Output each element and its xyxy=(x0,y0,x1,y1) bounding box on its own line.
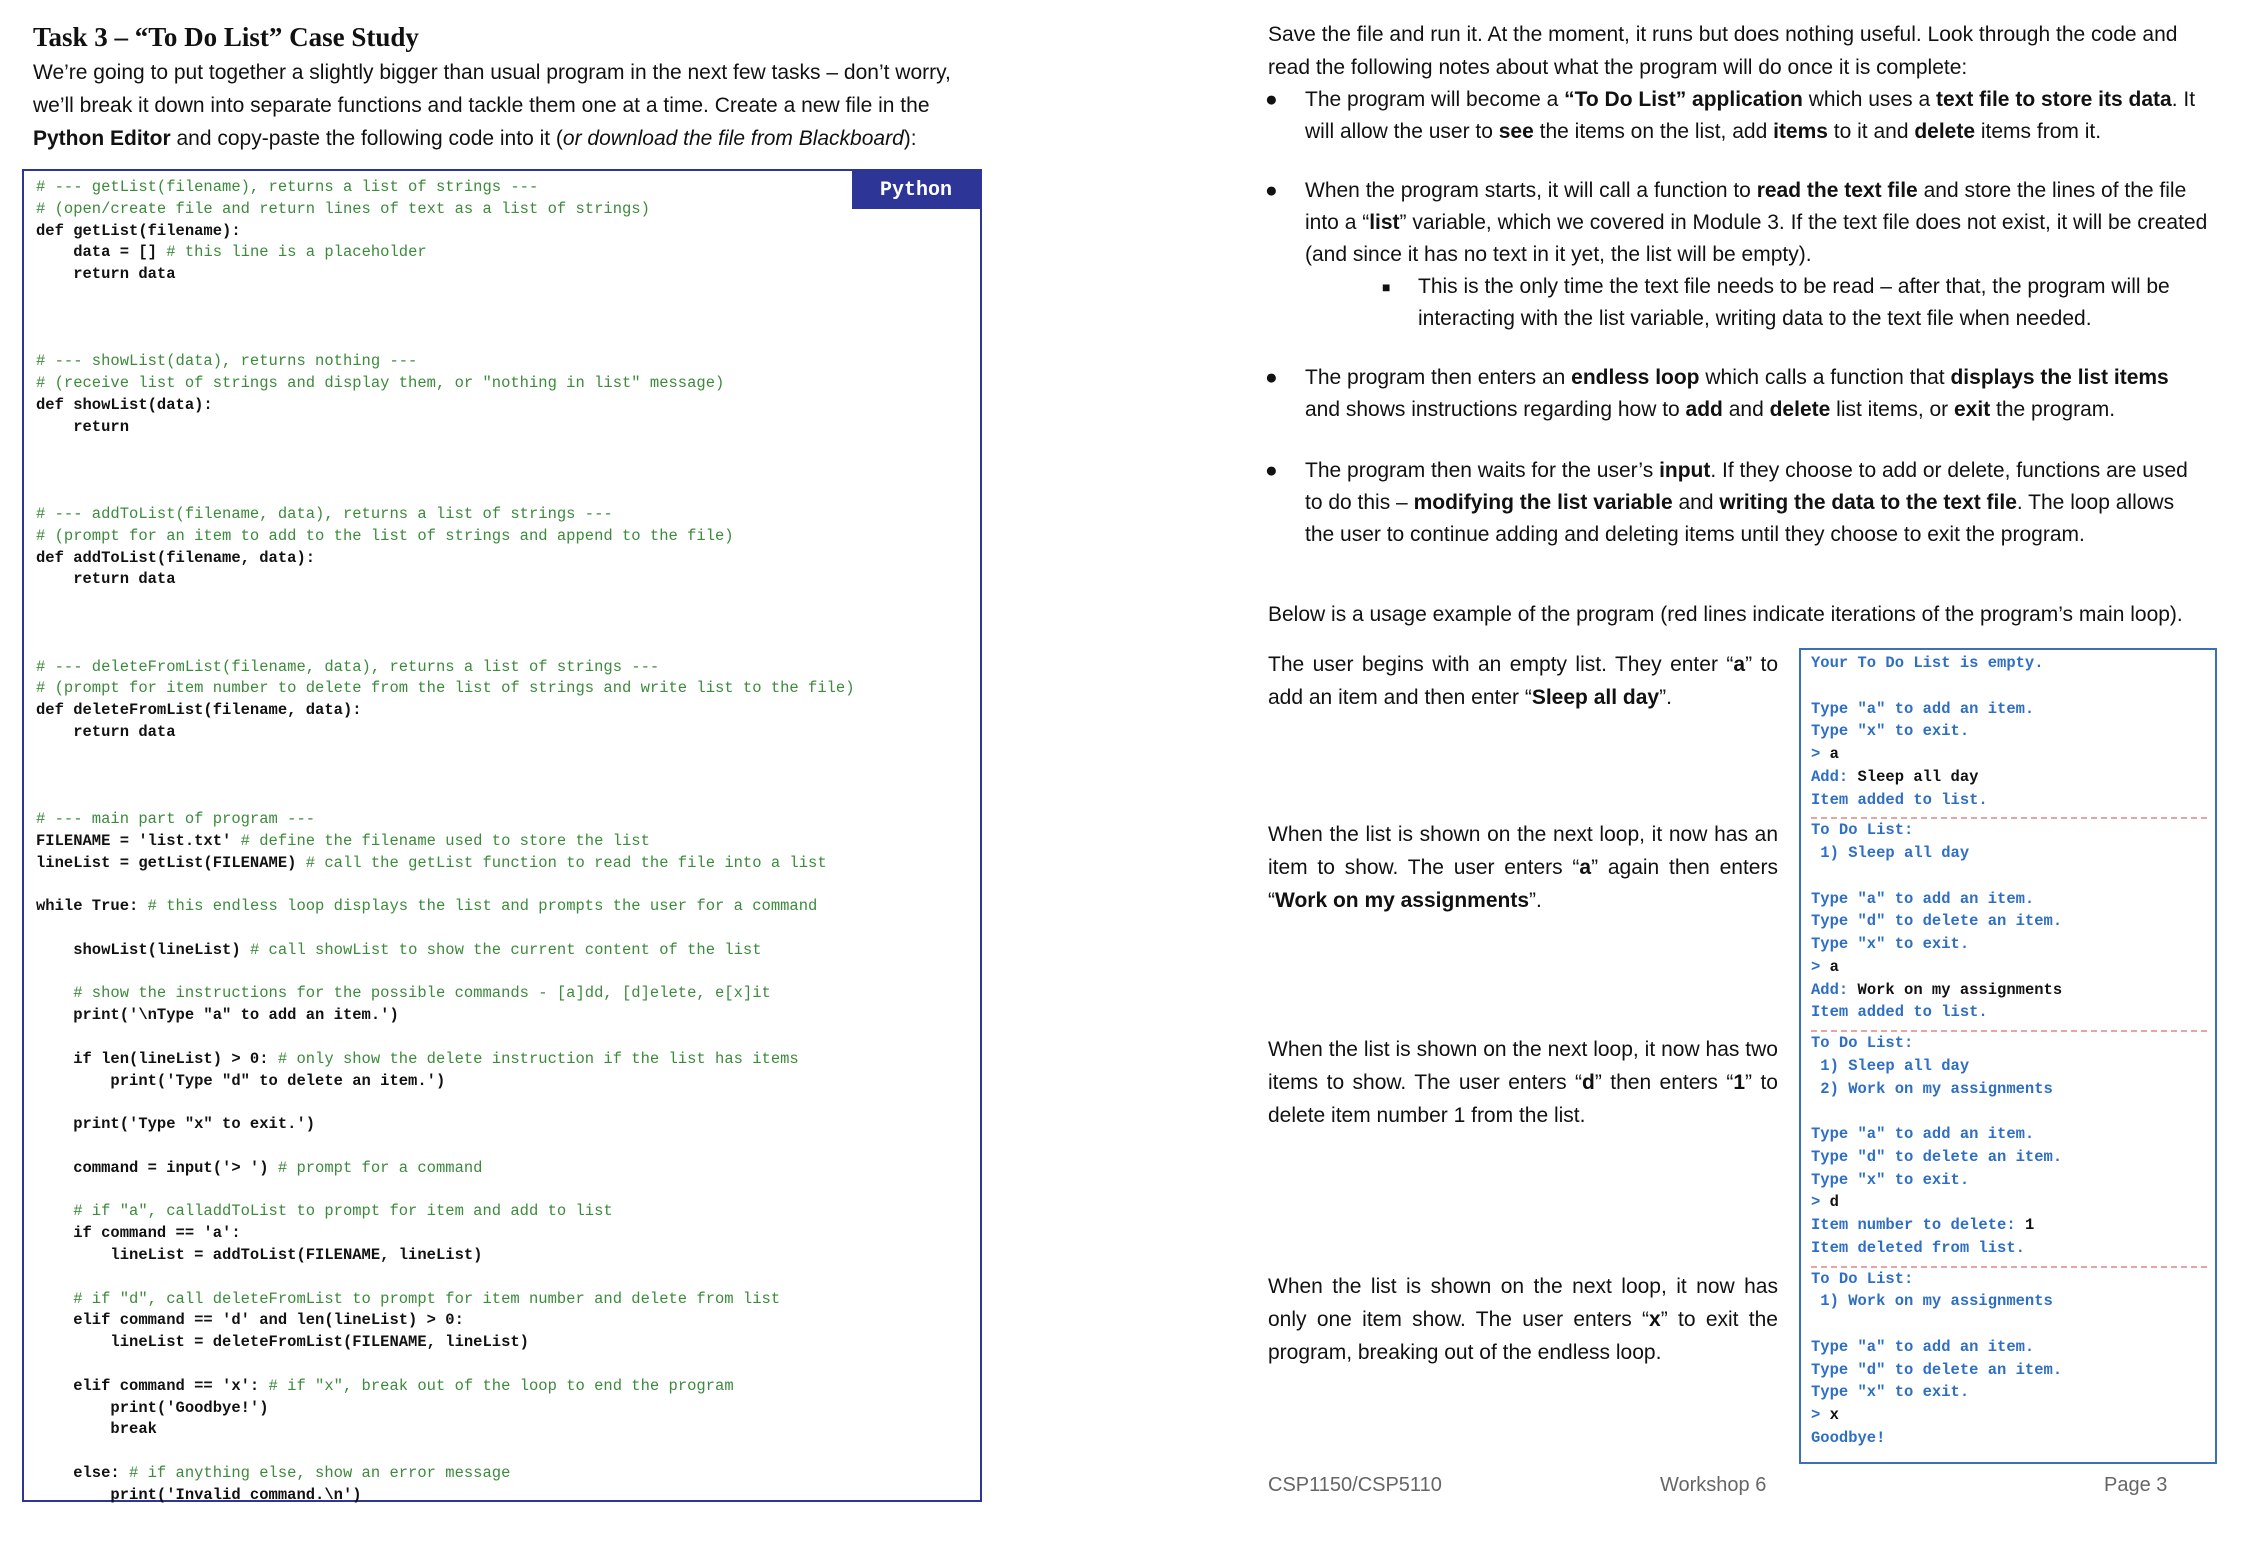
text-run: . It will allow the user to xyxy=(1305,88,2196,143)
code-line xyxy=(36,657,855,679)
console-line xyxy=(1811,1216,2034,1234)
code-line xyxy=(36,1201,855,1223)
console-line xyxy=(1811,1406,1839,1424)
code-line xyxy=(36,1027,855,1049)
text-run: ” then enters “ xyxy=(1594,1071,1734,1094)
bold-term: delete xyxy=(1914,120,1976,143)
console-line xyxy=(1811,700,2034,718)
intro-paragraph xyxy=(33,56,993,155)
text-run: to it and xyxy=(1827,120,1915,143)
code-line xyxy=(36,264,855,286)
console-user-input: x xyxy=(1829,1406,1839,1424)
code-line xyxy=(36,504,855,526)
code-line xyxy=(36,678,855,700)
bold-term: items xyxy=(1773,120,1828,143)
text-run: The program then enters an xyxy=(1305,366,1572,389)
console-line xyxy=(1811,1361,2062,1379)
code-line xyxy=(36,1114,855,1136)
code-comment: # (prompt for an item to add to the list of strings and append to the file) xyxy=(36,526,734,545)
code-comment: # (receive list of strings and display them, or "nothing in list" message) xyxy=(36,374,725,393)
code-line xyxy=(36,831,855,853)
console-line xyxy=(1811,1429,1885,1447)
usage-intro: Below is a usage example of the program (red lines indicate iterations of the program’s main loop). xyxy=(1268,603,2183,626)
intro-bold: Python Editor xyxy=(33,127,171,150)
bullet-3 xyxy=(1265,362,2208,426)
text-run: The user begins with an empty list. They enter “ xyxy=(1268,653,1734,676)
code-text: lineList = addToList(FILENAME, lineList) xyxy=(36,1246,483,1265)
bold-term: d xyxy=(1582,1071,1595,1094)
text-run: ” to add an item and then enter “ xyxy=(1268,653,1779,709)
text-run: ” variable, which we covered in Module 3. If the text file does not exist, it will be created (and since it has no text in it yet, the list will be empty). xyxy=(1305,211,2208,266)
intro-text-1: We’re going to put together a slightly bigger than usual program in the next few tasks – don’t worry, we’ll break it down into separate functions and tackle them one at a time. Create a new file in the xyxy=(33,61,951,117)
code-text: print('Goodbye!') xyxy=(36,1398,269,1417)
iteration-separator xyxy=(1811,1030,2207,1032)
console-prompt: Type "d" to delete an item. xyxy=(1811,1360,2063,1379)
console-prompt: Item added to list. xyxy=(1811,1003,1988,1022)
code-line xyxy=(36,722,855,744)
code-line xyxy=(36,1441,855,1463)
code-line xyxy=(36,569,855,591)
code-line xyxy=(36,1223,855,1245)
bold-term: x xyxy=(1649,1308,1661,1331)
code-line xyxy=(36,700,855,722)
code-text: print('Type "d" to delete an item.') xyxy=(36,1071,446,1090)
console-line xyxy=(1811,1171,1969,1189)
save-paragraph: Save the file and run it. At the moment, it runs but does nothing useful. Look through the code and read the following notes about what the program will do once it is complete: xyxy=(1268,23,2178,79)
console-line xyxy=(1811,981,2062,999)
console-user-input: a xyxy=(1829,957,1839,976)
code-line xyxy=(36,1485,855,1507)
text-run: the program. xyxy=(1990,398,2116,421)
console-line xyxy=(1811,912,2062,930)
console-line xyxy=(1811,745,1839,763)
code-comment: # --- getList(filename), returns a list of strings --- xyxy=(36,178,539,196)
text-run: and xyxy=(1672,491,1720,514)
text-run: ”. xyxy=(1529,889,1542,912)
console-user-input: Work on my assignments xyxy=(1857,980,2063,999)
code-line xyxy=(36,809,855,831)
bold-term: Sleep all day xyxy=(1531,686,1660,709)
square-bullet-icon: ■ xyxy=(1382,279,1391,295)
code-text: FILENAME = 'list.txt' xyxy=(36,831,241,850)
code-text: data = [] xyxy=(36,243,167,262)
code-text: elif command == 'd' and len(lineList) > 0: xyxy=(36,1311,464,1330)
console-user-input: a xyxy=(1829,745,1839,763)
console-prompt: > xyxy=(1811,745,1830,763)
code-line xyxy=(36,1158,855,1180)
bullet-dot-icon: ● xyxy=(1265,179,1278,202)
bold-term: “To Do List” application xyxy=(1564,88,1803,111)
console-line xyxy=(1811,1338,2034,1356)
console-prompt: To Do List: xyxy=(1811,1034,1914,1052)
console-line xyxy=(1811,1270,1913,1288)
console-line xyxy=(1811,1239,2025,1257)
code-line xyxy=(36,548,855,570)
console-prompt: Type "a" to add an item. xyxy=(1811,699,2035,718)
code-comment: # --- deleteFromList(filename, data), returns a list of strings --- xyxy=(36,657,660,676)
console-prompt: Item deleted from list. xyxy=(1811,1238,2025,1257)
console-user-input: 1 xyxy=(2024,1216,2035,1234)
intro-italic: or download the file from Blackboard xyxy=(562,127,904,150)
console-user-input: d xyxy=(1829,1193,1839,1212)
bullet-dot-icon: ● xyxy=(1265,459,1278,482)
console-prompt: 1) Work on my assignments xyxy=(1811,1292,2053,1311)
code-comment: # prompt for a command xyxy=(277,1158,483,1177)
code-text: break xyxy=(36,1420,157,1439)
console-line xyxy=(1811,654,2044,672)
console-prompt: Add: xyxy=(1811,980,1858,999)
console-prompt: Goodbye! xyxy=(1811,1428,1886,1447)
code-text: elif command == 'x': xyxy=(36,1376,269,1395)
console-prompt: Type "a" to add an item. xyxy=(1811,1125,2035,1143)
code-line xyxy=(36,635,855,657)
sub-bullet xyxy=(1382,271,2208,335)
bold-term: list xyxy=(1369,211,1400,234)
code-text: while True: xyxy=(36,897,148,916)
bold-term: text file to store its data xyxy=(1935,88,2172,111)
bold-term: delete xyxy=(1769,398,1831,421)
console-line xyxy=(1811,722,1969,740)
console-line xyxy=(1811,935,1969,953)
bold-term: writing the data to the text file xyxy=(1719,491,2017,514)
console-prompt: Type "x" to exit. xyxy=(1811,1170,1970,1189)
text-run: When the list is shown on the next loop, it now has only one item show. The user enters “ xyxy=(1268,1275,1778,1331)
text-run: . The loop allows the user to continue adding and deleting items until they choose to exit the program. xyxy=(1305,491,2175,546)
code-line xyxy=(36,177,855,199)
code-line xyxy=(36,1005,855,1027)
code-text: else: xyxy=(36,1464,130,1483)
sub-bullet-text: This is the only time the text file needs to be read – after that, the program will be interacting with the list variable, writing data to the text file when needed. xyxy=(1418,275,2170,330)
text-run: When the program starts, it will call a function to xyxy=(1305,179,1757,202)
text-run: and store the lines of the file into a “ xyxy=(1305,179,2187,234)
bullet-2 xyxy=(1265,175,2208,271)
bullet-4 xyxy=(1265,455,2208,551)
code-line xyxy=(36,1310,855,1332)
code-text: if len(lineList) > 0: xyxy=(36,1049,278,1068)
code-text: return data xyxy=(36,570,176,589)
console-line xyxy=(1811,890,2034,908)
console-prompt: Your To Do List is empty. xyxy=(1811,654,2044,672)
code-line xyxy=(36,242,855,264)
text-run: and shows instructions regarding how to xyxy=(1305,398,1686,421)
intro-text-2: and copy-paste the following code into it ( xyxy=(170,127,563,150)
code-line xyxy=(36,875,855,897)
console-prompt: To Do List: xyxy=(1811,1269,1914,1288)
iteration-separator xyxy=(1811,817,2207,819)
console-user-input: Sleep all day xyxy=(1857,767,1979,786)
console-line xyxy=(1811,1383,1969,1401)
footer-course: CSP1150/CSP5110 xyxy=(1268,1474,1442,1496)
code-line xyxy=(36,613,855,635)
console-line xyxy=(1811,1080,2053,1098)
code-text: showList(lineList) xyxy=(36,940,250,959)
console-line xyxy=(1811,1003,1988,1021)
console-prompt: Item added to list. xyxy=(1811,790,1988,809)
intro-text-3: ): xyxy=(903,127,917,150)
code-line xyxy=(36,918,855,940)
console-line xyxy=(1811,791,1988,809)
code-comment: # only show the delete instruction if the list has items xyxy=(277,1049,799,1068)
code-line xyxy=(36,1376,855,1398)
code-line xyxy=(36,787,855,809)
console-prompt: 2) Work on my assignments xyxy=(1811,1079,2053,1098)
code-listing xyxy=(22,169,982,1502)
code-comment: # --- main part of program --- xyxy=(36,810,316,829)
text-run: . If they choose to add or delete, functions are used to do this – xyxy=(1305,459,2188,514)
code-line xyxy=(36,439,855,461)
console-prompt: > xyxy=(1811,1406,1830,1424)
code-line xyxy=(36,199,855,221)
code-comment: # (prompt for item number to delete from the list of strings and write list to the file) xyxy=(36,679,855,698)
code-line xyxy=(36,1354,855,1376)
text-run: items from it. xyxy=(1975,120,2102,143)
bold-term: modifying the list variable xyxy=(1413,491,1673,514)
console-line xyxy=(1811,958,1839,976)
step-1-description xyxy=(1268,648,1778,714)
code-text: def showList(data): xyxy=(36,395,213,414)
code-text: lineList = getList(FILENAME) xyxy=(36,853,306,872)
text-run: which calls a function that xyxy=(1699,366,1951,389)
code-line xyxy=(36,1398,855,1420)
code-lines xyxy=(36,177,855,1507)
console-line xyxy=(1811,1193,1839,1211)
step-2-description xyxy=(1268,818,1778,917)
console-prompt: 1) Sleep all day xyxy=(1811,844,1970,862)
code-text: return xyxy=(36,417,130,436)
iteration-separator xyxy=(1811,1266,2207,1268)
code-comment: # (open/create file and return lines of text as a list of strings) xyxy=(36,199,650,218)
code-text: print('Type "x" to exit.') xyxy=(36,1115,316,1134)
text-run: and xyxy=(1722,398,1770,421)
code-line xyxy=(36,1419,855,1441)
code-text: return data xyxy=(36,265,176,284)
code-text: if command == 'a': xyxy=(36,1224,241,1243)
console-prompt: Item number to delete: xyxy=(1811,1216,2025,1234)
code-line xyxy=(36,896,855,918)
console-output xyxy=(1799,648,2217,1464)
console-prompt: To Do List: xyxy=(1811,821,1914,840)
code-line xyxy=(36,330,855,352)
code-text: return data xyxy=(36,722,176,741)
bold-term: 1 xyxy=(1733,1071,1746,1094)
text-run: the items on the list, add xyxy=(1533,120,1774,143)
footer-workshop: Workshop 6 xyxy=(1660,1474,1767,1496)
footer-page: Page 3 xyxy=(2104,1474,2168,1496)
console-prompt: Type "a" to add an item. xyxy=(1811,1337,2035,1356)
text-run: The program will become a xyxy=(1305,88,1565,111)
code-line xyxy=(36,1092,855,1114)
code-line xyxy=(36,983,855,1005)
console-line xyxy=(1811,1292,2053,1310)
code-line xyxy=(36,591,855,613)
code-text: def getList(filename): xyxy=(36,221,241,240)
text-run: The program then waits for the user’s xyxy=(1305,459,1660,482)
code-line xyxy=(36,221,855,243)
code-line xyxy=(36,308,855,330)
code-comment: # this endless loop displays the list and prompts the user for a command xyxy=(147,897,818,916)
code-line xyxy=(36,1289,855,1311)
code-text: print('Invalid command.\n') xyxy=(36,1485,362,1504)
code-line xyxy=(36,395,855,417)
text-run: which uses a xyxy=(1802,88,1936,111)
bold-term: see xyxy=(1498,120,1534,143)
code-comment: # --- addToList(filename, data), returns a list of strings --- xyxy=(36,504,613,523)
code-line xyxy=(36,1136,855,1158)
code-line xyxy=(36,1049,855,1071)
console-prompt: Type "d" to delete an item. xyxy=(1811,1147,2063,1166)
console-prompt: Type "x" to exit. xyxy=(1811,1383,1970,1402)
console-prompt: 1) Sleep all day xyxy=(1811,1056,1970,1075)
code-line xyxy=(36,1071,855,1093)
console-prompt: > xyxy=(1811,957,1830,976)
console-prompt: Type "x" to exit. xyxy=(1811,722,1970,741)
console-prompt: Add: xyxy=(1811,767,1858,786)
code-text: def deleteFromList(filename, data): xyxy=(36,701,362,720)
code-line xyxy=(36,1332,855,1354)
text-run: list items, or xyxy=(1830,398,1954,421)
code-line xyxy=(36,766,855,788)
code-text: lineList = deleteFromList(FILENAME, lineList) xyxy=(36,1333,529,1352)
bullet-1 xyxy=(1265,84,2208,148)
code-comment: # if "a", calladdToList to prompt for item and add to list xyxy=(36,1202,613,1221)
bold-term: add xyxy=(1685,398,1723,421)
code-line xyxy=(36,460,855,482)
text-run: ” to exit the program, breaking out of the endless loop. xyxy=(1268,1308,1778,1364)
text-run: When the list is shown on the next loop, it now has an item to show. The user enters “ xyxy=(1268,823,1778,879)
console-line xyxy=(1811,1148,2062,1166)
console-line xyxy=(1811,768,1978,786)
code-comment: # if anything else, show an error message xyxy=(129,1464,511,1483)
code-line xyxy=(36,1180,855,1202)
bold-term: a xyxy=(1733,653,1746,676)
code-comment: # --- showList(data), returns nothing --- xyxy=(36,352,418,371)
console-prompt: > xyxy=(1811,1193,1830,1212)
console-prompt: Type "x" to exit. xyxy=(1811,935,1970,953)
code-comment: # this line is a placeholder xyxy=(166,243,427,262)
code-comment: # show the instructions for the possible commands - [a]dd, [d]elete, e[x]it xyxy=(36,984,771,1003)
step-3-description xyxy=(1268,1033,1778,1132)
console-line xyxy=(1811,844,1969,862)
code-line xyxy=(36,373,855,395)
code-line xyxy=(36,962,855,984)
code-text: command = input('> ') xyxy=(36,1158,278,1177)
step-4-description xyxy=(1268,1270,1778,1369)
bold-term: a xyxy=(1579,856,1592,879)
bold-term: displays the list items xyxy=(1950,366,2169,389)
bold-term: Work on my assignments xyxy=(1275,889,1530,912)
code-comment: # call showList to show the current content of the list xyxy=(249,940,762,959)
code-line xyxy=(36,1245,855,1267)
bold-term: exit xyxy=(1954,398,1991,421)
console-prompt: Type "a" to add an item. xyxy=(1811,889,2035,908)
console-line xyxy=(1811,821,1913,839)
code-line xyxy=(36,286,855,308)
code-line xyxy=(36,482,855,504)
code-text: def addToList(filename, data): xyxy=(36,548,316,567)
code-comment: # if "d", call deleteFromList to prompt for item number and delete from list xyxy=(36,1289,781,1308)
code-line xyxy=(36,853,855,875)
code-line xyxy=(36,526,855,548)
code-comment: # define the filename used to store the list xyxy=(240,831,650,850)
text-run: ” again then enters “ xyxy=(1268,856,1778,912)
console-line xyxy=(1811,1125,2034,1143)
text-run: ”. xyxy=(1659,686,1672,709)
bold-term: read the text file xyxy=(1756,179,1918,202)
text-run: ” to delete item number 1 from the list. xyxy=(1268,1071,1778,1127)
console-line xyxy=(1811,1057,1969,1075)
code-comment: # if "x", break out of the loop to end the program xyxy=(268,1376,734,1395)
bullet-dot-icon: ● xyxy=(1265,88,1278,111)
code-line xyxy=(36,1463,855,1485)
text-run: When the list is shown on the next loop, it now has two items to show. The user enters “ xyxy=(1268,1038,1778,1094)
code-line xyxy=(36,744,855,766)
bullet-dot-icon: ● xyxy=(1265,366,1278,389)
console-prompt: Type "d" to delete an item. xyxy=(1811,912,2063,931)
code-line xyxy=(36,940,855,962)
page-title: Task 3 – “To Do List” Case Study xyxy=(33,22,419,52)
bold-term: input xyxy=(1659,459,1711,482)
language-badge: Python xyxy=(852,171,980,209)
bold-term: endless loop xyxy=(1571,366,1700,389)
code-line xyxy=(36,1267,855,1289)
code-text: print('\nType "a" to add an item.') xyxy=(36,1006,399,1025)
code-line xyxy=(36,417,855,439)
code-comment: # call the getList function to read the file into a list xyxy=(305,853,827,872)
code-line xyxy=(36,351,855,373)
console-line xyxy=(1811,1034,1913,1052)
